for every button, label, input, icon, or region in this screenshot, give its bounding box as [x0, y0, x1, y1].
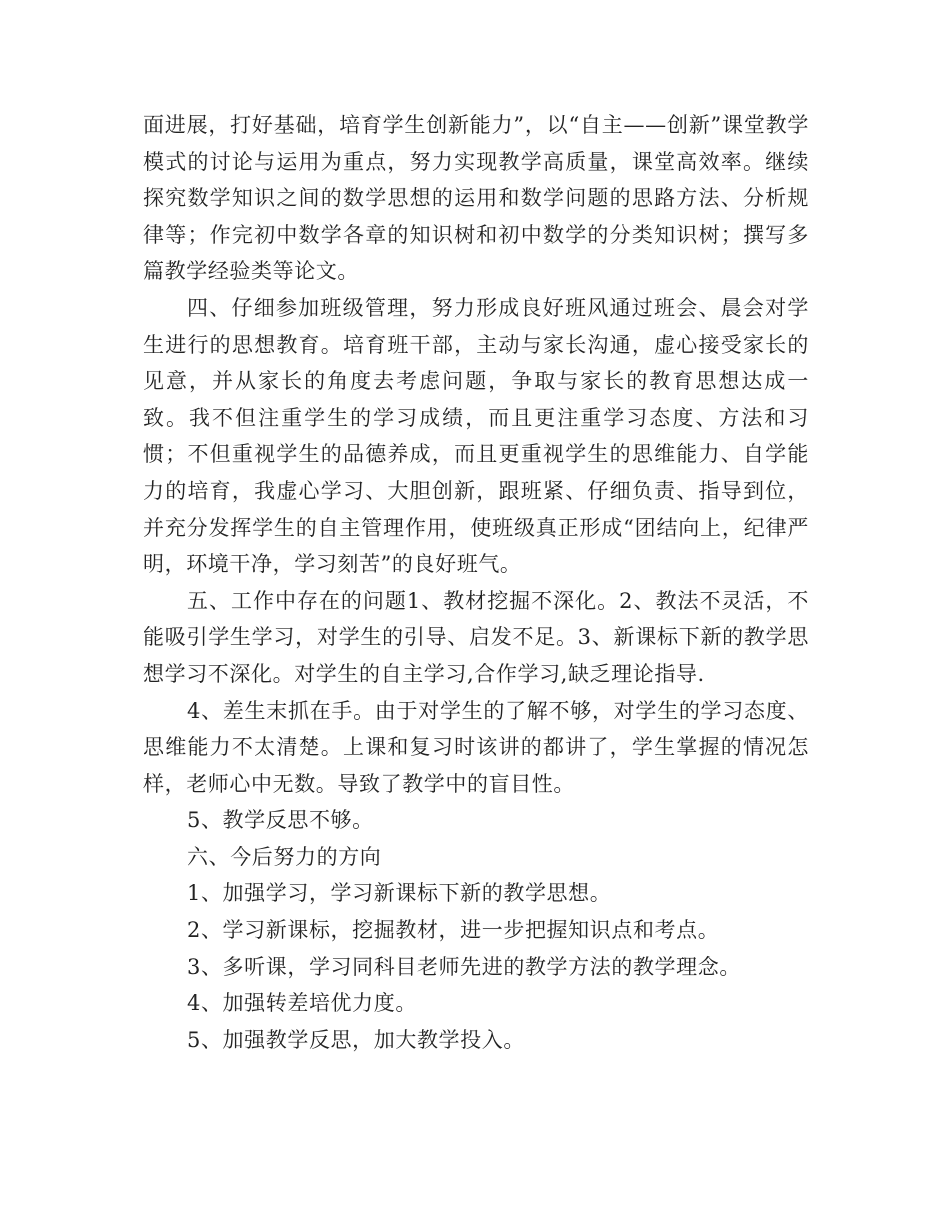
paragraph-class-management: 四、仔细参加班级管理，努力形成良好班风通过班会、晨会对学生进行的思想教育。培育班干部，主动与家长沟通，虚心接受家长的见意，并从家长的角度去考虑问题，争取与家长的教育思想达成一致。我不但注重学生的学习成绩，而且更注重学习态度、方法和习惯；不但重视学生的品德养成，而且更重视学生的思维能力、自学能力的培育，我虚心学习、大胆创新，跟班紧、仔细负责、指导到位，并充分发挥学生的自主管理作用，使班级真正形成“团结向上，纪律严明，环境干净，学习刻苦”的良好班气。	[143, 295, 809, 577]
section-heading-future-direction: 六、今后努力的方向	[187, 844, 382, 869]
list-item: 1、加强学习，学习新课标下新的教学思想。	[187, 881, 612, 906]
paragraph-continued: 面进展，打好基础，培育学生创新能力”，以“自主——创新”课堂教学模式的讨论与运用为重点，努力实现教学高质量，课堂高效率。继续探究数学知识之间的数学思想的运用和数学问题的思路方法、分析规律等；作完初中数学各章的知识树和初中数学的分类知识树；撰写多篇教学经验类等论文。	[143, 113, 809, 284]
list-item: 3、多听课，学习同科目老师先进的教学方法的教学理念。	[187, 954, 741, 979]
paragraph-reflection: 5、教学反思不够。	[187, 808, 374, 833]
list-item: 4、加强转差培优力度。	[187, 991, 417, 1016]
document-body	[143, 107, 809, 1058]
paragraph-existing-problems: 五、工作中存在的问题1、教材挖掘不深化。2、教法不灵活，不能吸引学生学习，对学生的引导、启发不足。3、新课标下新的教学思想学习不深化。对学生的自主学习,合作学习,缺乏理论指导.	[143, 588, 809, 686]
list-item: 2、学习新课标，挖掘教材，进一步把握知识点和考点。	[187, 918, 720, 943]
paragraph-weak-students: 4、差生末抓在手。由于对学生的了解不够，对学生的学习态度、思维能力不太清楚。上课和复习时该讲的都讲了，学生掌握的情况怎样，老师心中无数。导致了教学中的盲目性。	[143, 698, 809, 796]
list-item: 5、加强教学反思，加大教学投入。	[187, 1027, 525, 1052]
